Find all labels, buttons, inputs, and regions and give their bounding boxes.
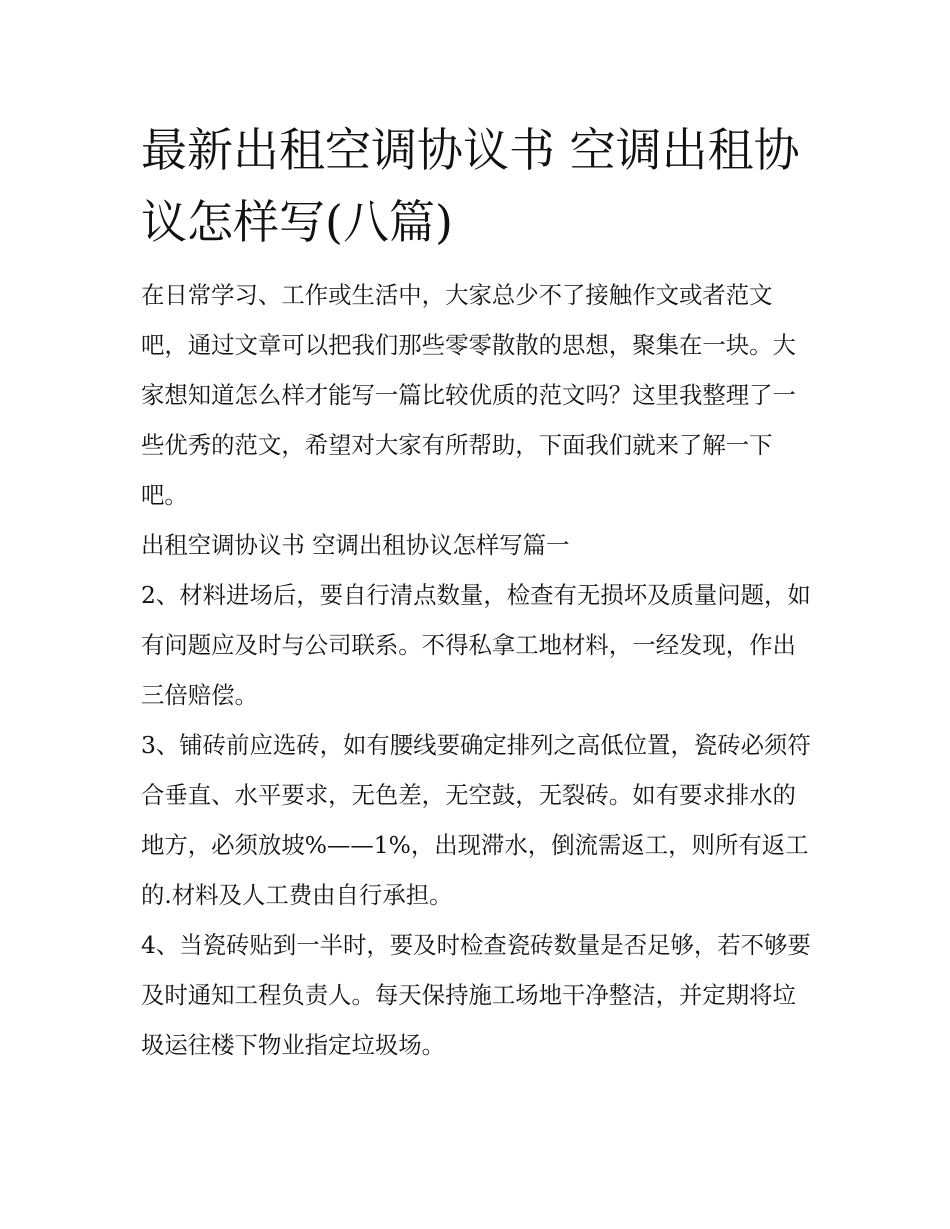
intro-paragraph: 在日常学习、工作或生活中，大家总少不了接触作文或者范文吧，通过文章可以把我们那些零零散散的思想，聚集在一块。大家想知道怎么样才能写一篇比较优质的范文吗？这里我整理了一些优秀的范文，希望对大家有所帮助，下面我们就来了解一下吧。	[141, 281, 796, 509]
clause-3-paragraph: 3、铺砖前应选砖，如有腰线要确定排列之高低位置，瓷砖必须符合垂直、水平要求，无色差，无空鼓，无裂砖。如有要求排水的地方，必须放坡%——1%，出现滞水，倒流需返工，则所有返工的.材料及人工费由自行承担。	[141, 731, 811, 909]
clause-4-paragraph: 4、当瓷砖贴到一半时，要及时检查瓷砖数量是否足够，若不够要及时通知工程负责人。每天保持施工场地干净整洁，并定期将垃圾运往楼下物业指定垃圾场。	[141, 931, 811, 1059]
document-content	[141, 114, 816, 1070]
section-heading: 出租空调协议书 空调出租协议怎样写篇一	[141, 531, 570, 559]
clause-2-paragraph: 2、材料进场后，要自行清点数量，检查有无损坏及质量问题，如有问题应及时与公司联系。不得私拿工地材料，一经发现，作出三倍赔偿。	[141, 581, 811, 709]
document-title: 最新出租空调协议书 空调出租协议怎样写(八篇)	[141, 123, 800, 249]
